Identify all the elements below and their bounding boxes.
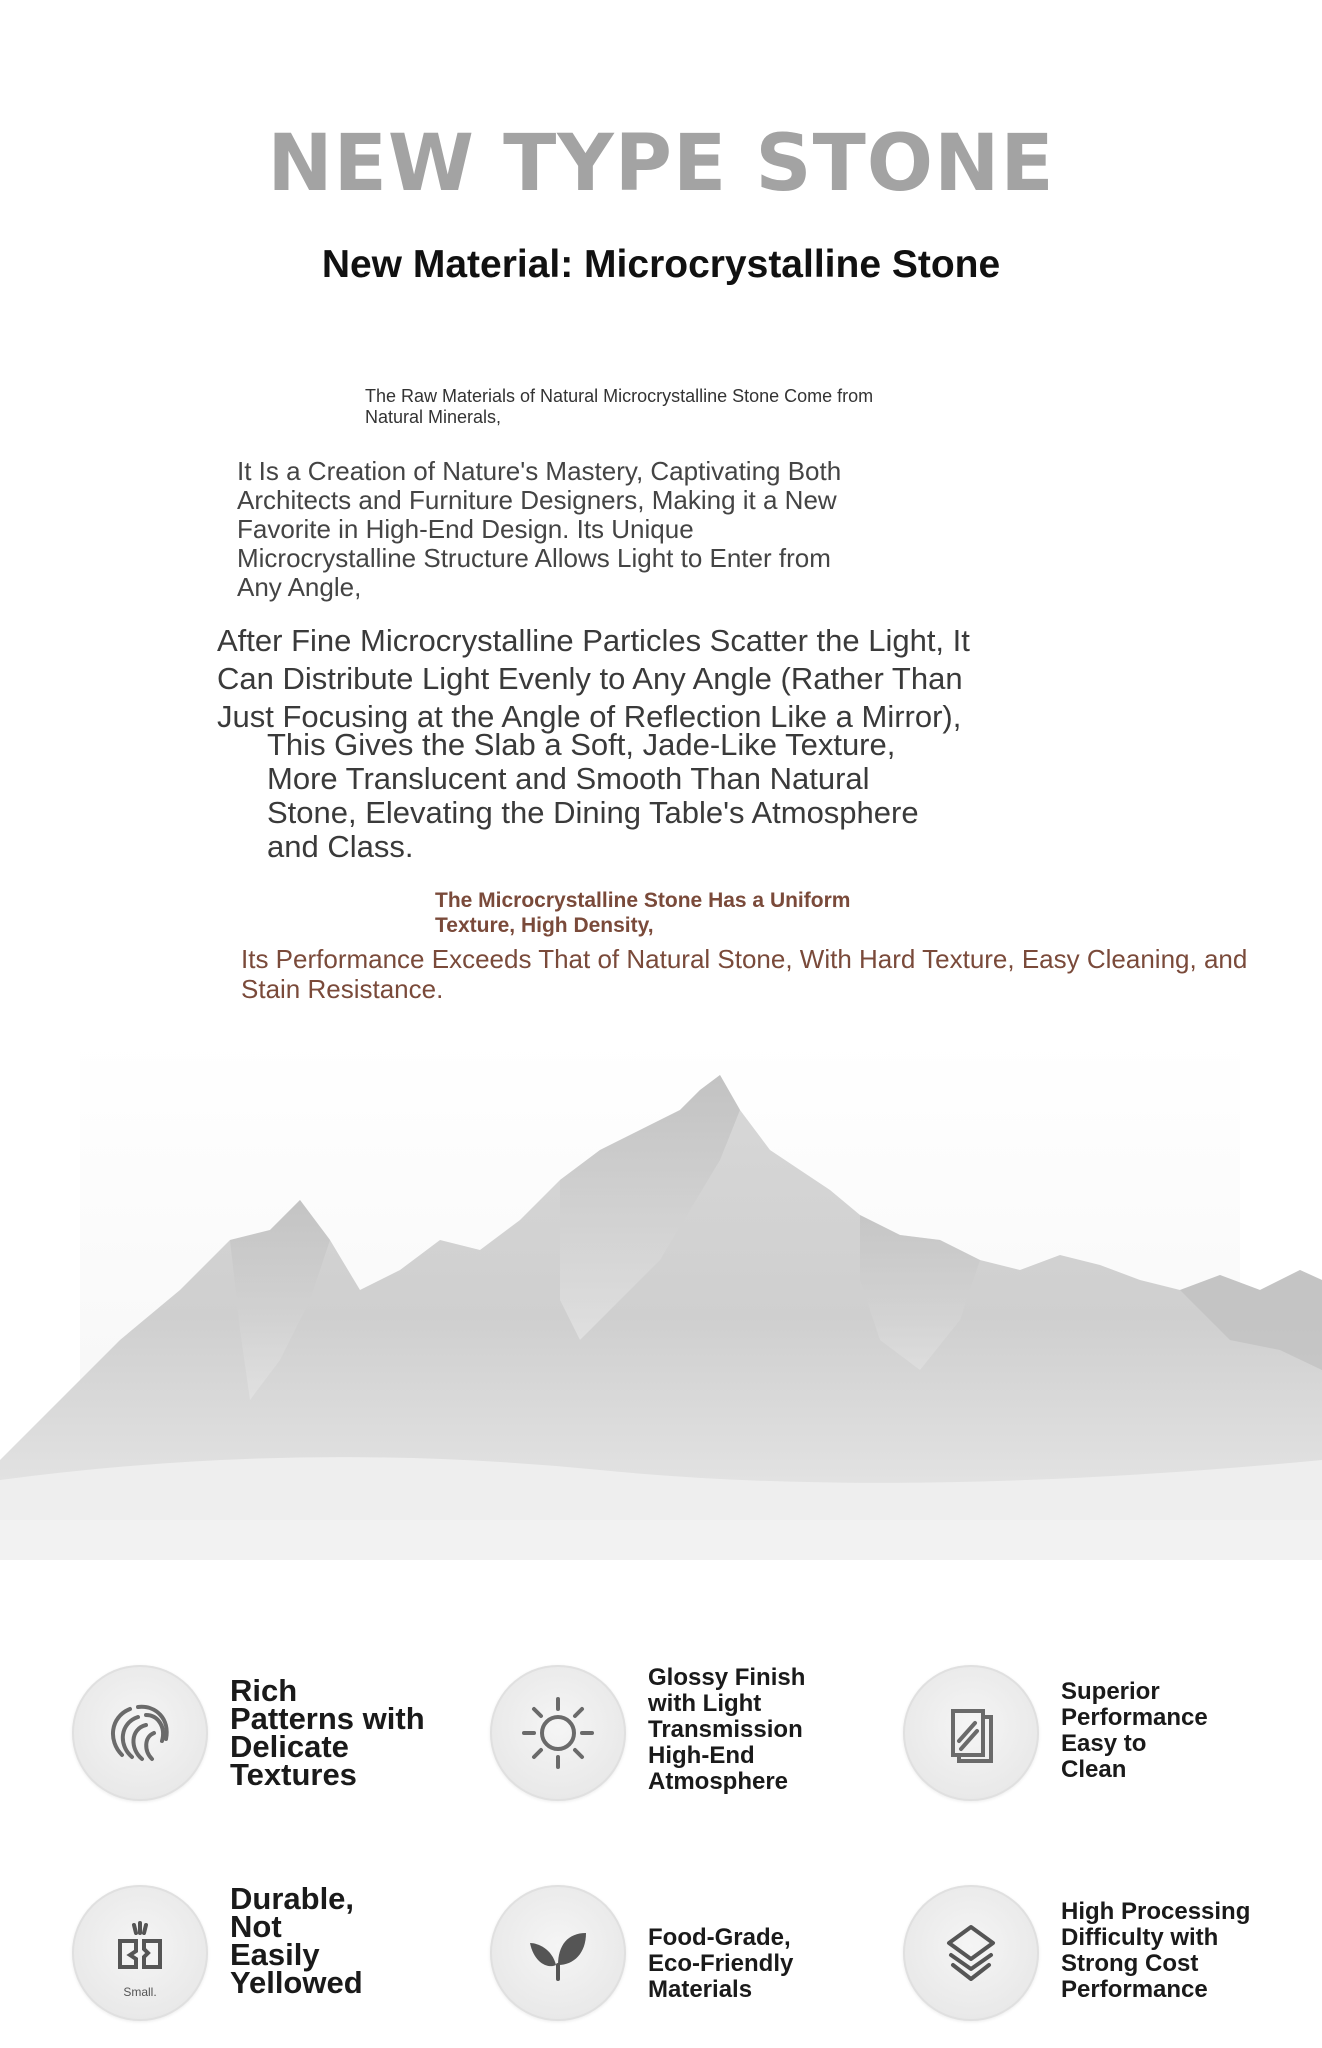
icon-caption: Small. [123,1985,157,1999]
page-title: NEW TYPE STONE [267,119,1055,209]
feature-label: Superior Performance Easy to Clean [1061,1678,1208,1783]
easy-clean-icon [903,1665,1039,1801]
pattern-swirl-icon [72,1665,208,1801]
layers-icon [903,1885,1039,2021]
performance-paragraph: Its Performance Exceeds That of Natural Stone, With Hard Texture, Easy Cleaning, and Stain Resistance. [241,944,1248,1004]
feature-label: High Processing Difficulty with Strong Cost Performance [1061,1898,1251,2003]
feature-label: Food-Grade, Eco-Friendly Materials [648,1924,794,2003]
feature-label: Rich Patterns with Delicate Textures [230,1673,425,1792]
texture-paragraph: This Gives the Slab a Soft, Jade-Like Texture, More Translucent and Smooth Than Natural Stone, Elevating the Dining Table's Atmosphere and Class. [267,727,919,864]
mountain-image [0,1040,1322,1560]
feature-eco-friendly [490,1885,890,2035]
intro-paragraph: The Raw Materials of Natural Microcrystalline Stone Come from Natural Minerals, [365,386,874,427]
light-scatter-paragraph: After Fine Microcrystalline Particles Scatter the Light, It Can Distribute Light Evenly to Any Angle (Rather Than Just Focusing at the Angle of Reflection Like a Mirror), [217,623,970,734]
density-paragraph: The Microcrystalline Stone Has a Uniform Texture, High Density, [435,889,851,937]
durable-icon [72,1885,208,2021]
feature-processing [903,1885,1303,2035]
feature-rich-patterns [72,1665,472,1815]
feature-label: Durable, Not Easily Yellowed [230,1881,363,2000]
sun-icon [490,1665,626,1801]
feature-label: Glossy Finish with Light Transmission High-End Atmosphere [648,1664,806,1795]
feature-durable [72,1881,472,2035]
feature-easy-clean [903,1665,1303,1815]
page-subtitle: New Material: Microcrystalline Stone [321,243,1001,286]
leaf-icon [490,1885,626,2021]
nature-paragraph: It Is a Creation of Nature's Mastery, Captivating Both Architects and Furniture Designers, Making it a New Favorite in High-End Design. Its Unique Microcrystalline Structure Allows Light to Enter from Any Angle, [237,456,842,602]
feature-glossy-finish [490,1665,890,1815]
